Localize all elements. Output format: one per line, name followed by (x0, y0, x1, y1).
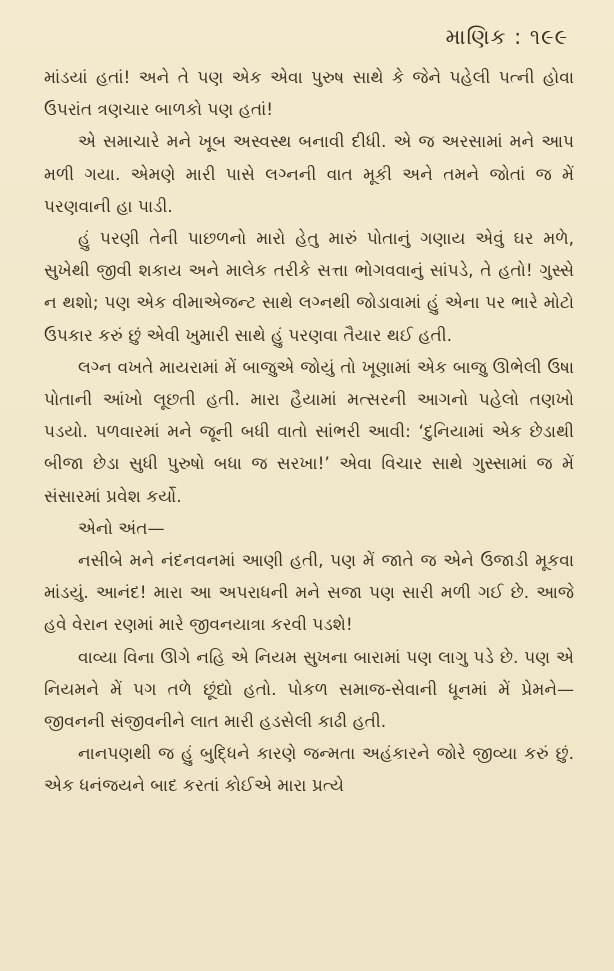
paragraph-8: નાનપણથી જ હું બુદ્ધિને કારણે જન્મતા અહંકારને જોરે જીવ્યા કરું છું. એક ધનંજયને બાદ કરતાં કોઈએ મારા પ્રત્યે (44, 744, 574, 797)
running-header: માણિક : ૧૯૯ (445, 25, 568, 49)
paragraph-6: નસીબે મને નંદનવનમાં આણી હતી, પણ મેં જાતે જ એને ઉજાડી મૂકવા માંડયું. આનંદ! મારા આ અપરાધની મને સજા પણ સારી મળી ગઈ છે. આજે હવે વેરાન રણમાં મારે જીવનયાત્રા કરવી પડશે! (44, 551, 574, 636)
paragraph-3: હું પરણી તેની પાછળનો મારો હેતુ મારું પોતાનું ગણાય એવું ઘર મળે, સુખેથી જીવી શકાય અને માલેક તરીકે સત્તા ભોગવવાનું સાંપડે, તે હતો! ગુસ્સે ન થશો; પણ એક વીમાએજન્ટ સાથે લગ્નથી જોડાવામાં હું એના પર ભારે મોટો ઉપકાર કરું છું એવી ખુમારી સાથે હું પરણવા તૈયાર થઈ હતી. (44, 229, 574, 346)
paragraph-5: એનો અંત— (78, 518, 165, 539)
paragraph-4: લગ્ન વખતે માયરામાં મેં બાજુએ જોયું તો ખૂણામાં એક બાજુ ઊભેલી ઉષા પોતાની આંખો લૂછતી હતી. મારા હૈયામાં મત્સરની આગનો પહેલો તણખો પડયો. પળવારમાં મને જૂની બધી વાતો સાંભરી આવી: ‘દુનિયામાં એક છેડાથી બીજા છેડા સુધી પુરુષો બધા જ સરખા!’ એવા વિચાર સાથે ગુસ્સામાં જ મેં સંસારમાં પ્રવેશ કર્યો. (44, 357, 574, 507)
body-text (44, 62, 574, 803)
paragraph-1: માંડયાં હતાં! અને તે પણ એક એવા પુરુષ સાથે કે જેને પહેલી પત્ની હોવા ઉપરાંત ત્રણચાર બાળકો પણ હતાં! (44, 68, 574, 121)
paragraph-7: વાવ્યા વિના ઊગે નહિ એ નિયમ સુખના બારામાં પણ લાગુ પડે છે. પણ એ નિયમને મેં પગ તળે છૂંદ્યો હતો. પોકળ સમાજ-સેવાની ધૂનમાં મેં પ્રેમને—જીવનની સંજીવનીને લાત મારી હડસેલી કાઢી હતી. (44, 647, 574, 733)
paragraph-2: એ સમાચારે મને ખૂબ અસ્વસ્થ બનાવી દીધી. એ જ અરસામાં મને આપ મળી ગયા. એમણે મારી પાસે લગ્નની વાત મૂકી અને તમને જોતાં જ મેં પરણવાની હા પાડી. (44, 132, 574, 217)
